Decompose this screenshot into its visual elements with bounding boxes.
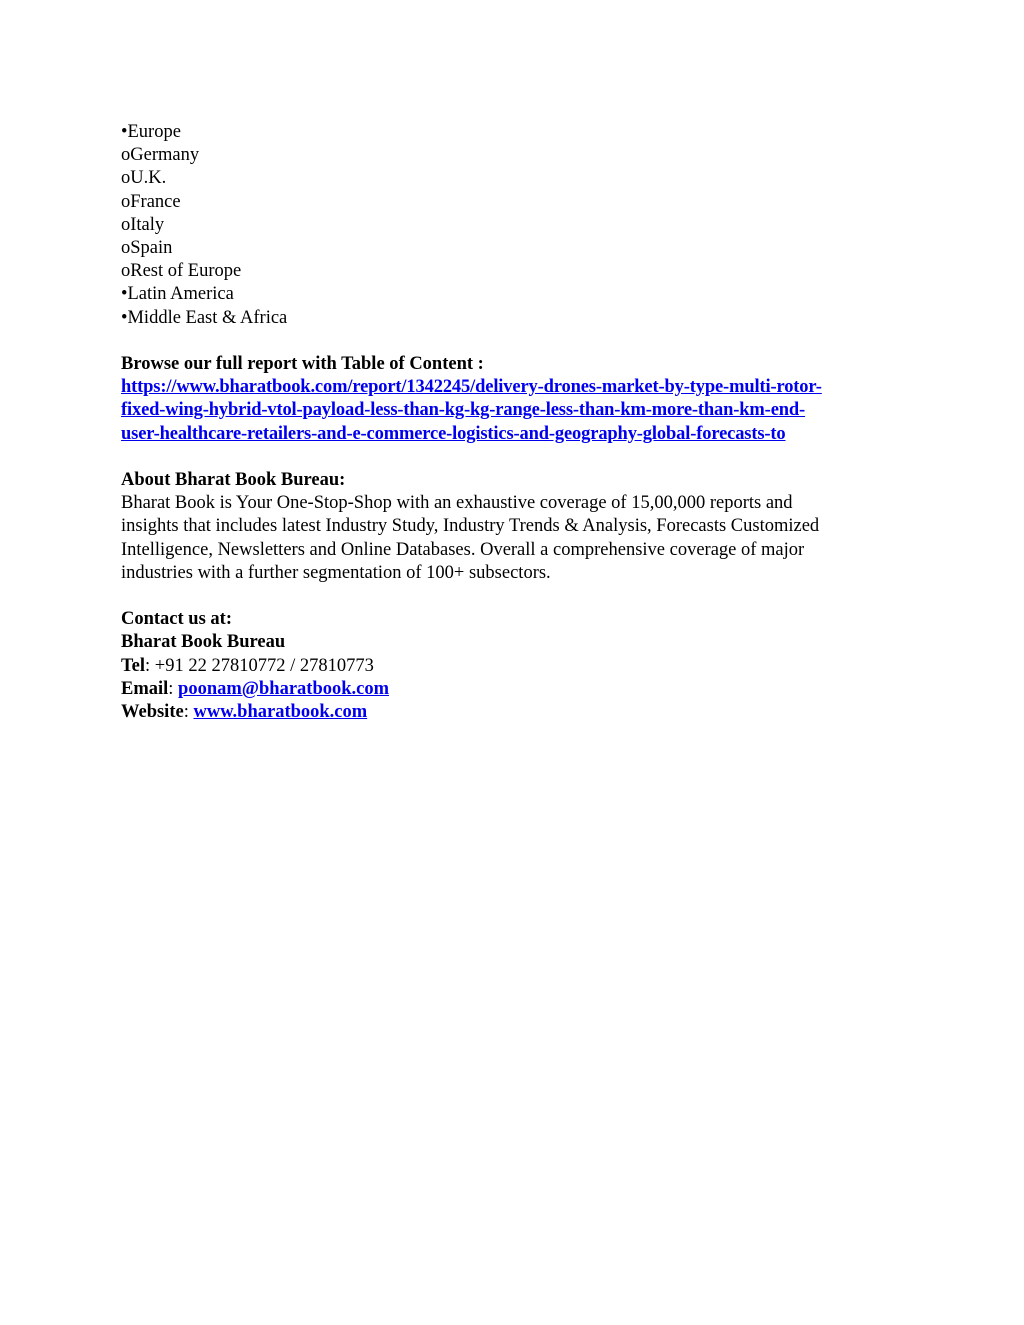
about-body-line: industries with a further segmentation of 100+ subsectors.: [121, 562, 551, 583]
about-body-line: Intelligence, Newsletters and Online Databases. Overall a comprehensive coverage of major: [121, 539, 805, 560]
spacer: [121, 330, 911, 353]
spacer: [121, 446, 911, 469]
report-link-line: fixed-wing-hybrid-vtol-payload-less-than-kg-kg-range-less-than-km-more-than-km-end-: [121, 400, 806, 421]
browse-section: [121, 353, 911, 446]
document-page: [121, 121, 911, 724]
website-separator: :: [183, 702, 194, 723]
region-uk: oU.K.: [121, 168, 167, 189]
region-europe: •Europe: [121, 122, 181, 142]
email-link[interactable]: poonam@bharatbook.com: [178, 678, 390, 699]
contact-heading: Contact us at:: [121, 609, 232, 630]
region-france: oFrance: [121, 191, 181, 212]
region-rest-of-europe: oRest of Europe: [121, 261, 242, 282]
about-heading: About Bharat Book Bureau:: [121, 470, 346, 491]
tel-value: : +91 22 27810772 / 27810773: [145, 655, 374, 676]
website-row: [121, 701, 911, 724]
region-germany: oGermany: [121, 145, 200, 166]
tel-label: Tel: [121, 655, 145, 676]
company-name: Bharat Book Bureau: [121, 632, 286, 653]
email-row: [121, 678, 911, 701]
about-body-line: insights that includes latest Industry Study, Industry Trends & Analysis, Forecasts Customized: [121, 516, 820, 537]
spacer: [121, 585, 911, 608]
report-link[interactable]: [121, 376, 911, 446]
website-label: Website: [121, 702, 184, 723]
about-body-line: Bharat Book is Your One-Stop-Shop with an exhaustive coverage of 15,00,000 reports and: [121, 493, 793, 514]
report-link-line: user-healthcare-retailers-and-e-commerce-logistics-and-geography-global-forecasts-to: [121, 423, 786, 444]
contact-section: [121, 608, 911, 724]
tel-row: [121, 655, 911, 678]
region-list: [121, 121, 911, 330]
report-link-line: https://www.bharatbook.com/report/1342245/delivery-drones-market-by-type-multi-rotor-: [121, 377, 822, 398]
about-section: [121, 469, 911, 585]
region-italy: oItaly: [121, 214, 165, 235]
email-separator: :: [168, 678, 179, 699]
browse-heading: Browse our full report with Table of Content :: [121, 354, 484, 375]
email-label: Email: [121, 678, 169, 699]
region-latin-america: •Latin America: [121, 284, 234, 305]
region-middle-east-africa: •Middle East & Africa: [121, 307, 288, 328]
region-spain: oSpain: [121, 238, 173, 259]
website-link[interactable]: www.bharatbook.com: [193, 702, 368, 723]
